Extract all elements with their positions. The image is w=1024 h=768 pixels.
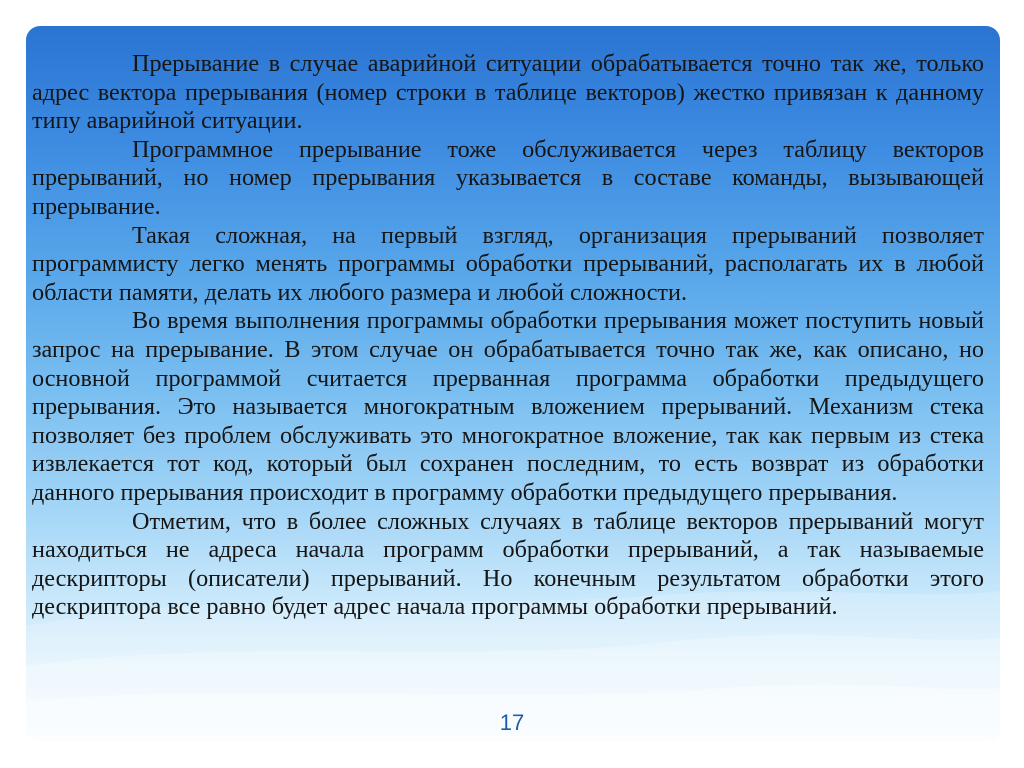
paragraph-interrupt-organization: Такая сложная, на первый взгляд, организация прерываний позволяет программисту легко менять программы обработки прерываний, располагать их в любой области памяти, делать их любого размера и любой сложности. — [32, 221, 984, 306]
paragraph-emergency-interrupt: Прерывание в случае аварийной ситуации обрабатывается точно так же, только адрес вектора прерывания (номер строки в таблице векторов) жестко привязан к данному типу аварийной ситуации. — [32, 50, 984, 135]
paragraph-nested-interrupts: Во время выполнения программы обработки прерывания может поступить новый запрос на прерывание. В этом случае он обрабатывается точно так же, как описано, но основной программой считается прерванная программа обработки предыдущего прерывания. Это называется многократным вложением прерываний. Механизм стека позволяет без проблем обслуживать это многократное вложение, так как первым из стека извлекается тот код, который был сохранен последним, то есть возврат из обработки данного прерывания происходит в программу обработки предыдущего прерывания. — [32, 307, 984, 506]
slide-text — [32, 50, 984, 622]
page-number: 17 — [499, 710, 525, 735]
paragraph-software-interrupt: Программное прерывание тоже обслуживается через таблицу векторов прерываний, но номер прерывания указывается в составе команды, вызывающей прерывание. — [32, 135, 984, 220]
paragraph-descriptors: Отметим, что в более сложных случаях в таблице векторов прерываний могут находиться не адреса начала программ обработки прерываний, а так называемые дескрипторы (описатели) прерываний. Но конечным результатом обработки этого дескриптора все равно будет адрес начала программы обработки прерываний. — [32, 507, 984, 621]
